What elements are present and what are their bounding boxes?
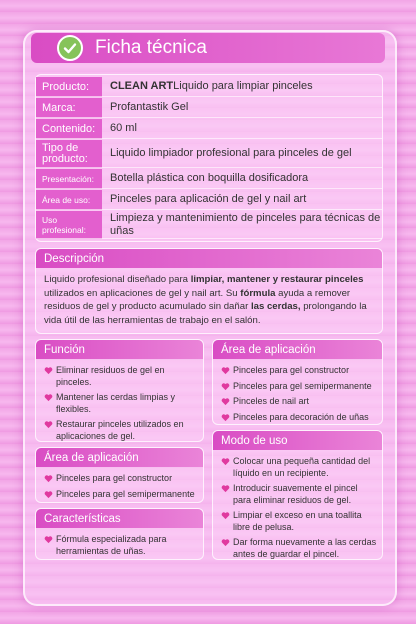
list-item-text: Colocar una pequeña cantidad del líquido en un recipiente.	[233, 456, 371, 478]
label-tipo: Tipo de producto:	[36, 140, 102, 168]
list-item	[219, 396, 378, 408]
value-producto	[102, 77, 382, 97]
heart-icon	[221, 397, 230, 406]
list-item-text: Restaurar pinceles utilizados en aplicaciones de gel.	[56, 419, 184, 441]
desc-bold: limpiar, mantener y restaurar pinceles	[190, 274, 364, 285]
value-contenido: 60 ml	[102, 119, 382, 139]
list-item	[42, 473, 199, 485]
row-tipo	[36, 140, 382, 168]
heart-icon	[221, 484, 230, 493]
heart-icon	[221, 382, 230, 391]
list-item	[42, 392, 199, 415]
list-item	[42, 365, 199, 388]
caracteristicas-panel	[35, 508, 204, 560]
row-marca	[36, 98, 382, 118]
heart-icon	[44, 474, 53, 483]
row-area	[36, 190, 382, 210]
label-producto: Producto:	[36, 77, 102, 97]
value-marca: Profantastik Gel	[102, 98, 382, 118]
area-izq-list	[42, 473, 199, 504]
page-title: Ficha técnica	[95, 37, 207, 58]
row-producto	[36, 77, 382, 97]
list-item	[219, 412, 378, 424]
modo-list	[219, 456, 378, 564]
list-item-text: Introducir suavemente el pincel para eliminar residuos de gel.	[233, 483, 358, 505]
list-item	[42, 534, 199, 557]
desc-part: utilizados en aplicaciones de gel y nail art. Su	[44, 287, 241, 299]
heart-icon	[221, 457, 230, 466]
brand-name: CLEAN ART	[110, 80, 174, 92]
heart-icon	[221, 366, 230, 375]
area-der-title: Área de aplicación	[213, 340, 382, 359]
row-uso	[36, 211, 382, 239]
row-contenido	[36, 119, 382, 139]
heart-icon	[44, 420, 53, 429]
list-item-text: Dar forma nuevamente a las cerdas antes de guardar el pincel.	[233, 537, 377, 559]
caracteristicas-title: Características	[36, 509, 203, 528]
heart-icon	[44, 393, 53, 402]
list-item-text: Pinceles para decoración de uñas	[233, 411, 369, 422]
heart-icon	[221, 413, 230, 422]
desc-part: Liquido profesional diseñado para	[44, 274, 191, 285]
list-item-text: Mantener las cerdas limpias y flexibles.	[56, 392, 176, 414]
modo-panel	[212, 430, 383, 560]
funcion-title: Función	[36, 340, 203, 359]
label-presentacion: Presentación:	[36, 169, 102, 189]
modo-title: Modo de uso	[213, 431, 382, 450]
list-item	[219, 381, 378, 393]
desc-bold: las cerdas,	[250, 301, 301, 312]
heart-icon	[44, 535, 53, 544]
heart-icon	[221, 511, 230, 520]
list-item-text: Fórmula especializada para herramientas de uñas.	[56, 534, 167, 556]
label-marca: Marca:	[36, 98, 102, 118]
list-item-text: Pinceles para gel constructor	[233, 365, 350, 375]
list-item-text: Pinceles para gel semipermanente	[233, 380, 372, 391]
row-presentacion	[36, 169, 382, 189]
area-izq-panel	[35, 447, 204, 503]
label-uso: Uso profesional:	[36, 211, 102, 239]
funcion-panel	[35, 339, 204, 442]
list-item-text: Eliminar residuos de gel en pinceles.	[56, 365, 165, 387]
heart-icon	[44, 366, 53, 375]
area-der-list	[219, 365, 378, 427]
list-item-text: Limpiar el exceso en una toallita libre de pelusa.	[233, 510, 362, 532]
spec-table	[35, 74, 383, 242]
list-item-text: Pinceles de nail art	[233, 396, 310, 406]
value-uso: Limpieza y mantenimiento de pinceles para técnicas de uñas	[102, 211, 382, 239]
heart-icon	[221, 538, 230, 547]
value-presentacion: Botella plástica con boquilla dosificadora	[102, 169, 382, 189]
value-area: Pinceles para aplicación de gel y nail art	[102, 190, 382, 210]
check-icon	[57, 35, 83, 61]
product-name: Liquido para limpiar pinceles	[173, 80, 313, 92]
list-item	[219, 510, 378, 533]
heart-icon	[44, 490, 53, 499]
list-item-text: Pinceles para gel constructor	[56, 473, 173, 483]
header-bar	[31, 33, 385, 63]
area-izq-title: Área de aplicación	[36, 448, 203, 467]
descripcion-panel	[35, 248, 383, 334]
desc-part: prolongando la vida útil de las herramientas de trabajo en el salón.	[44, 301, 367, 326]
list-item	[219, 365, 378, 377]
label-area: Área de uso:	[36, 190, 102, 210]
area-der-panel	[212, 339, 383, 425]
label-contenido: Contenido:	[36, 119, 102, 139]
list-item	[42, 489, 199, 501]
list-item	[219, 537, 378, 560]
list-item	[42, 419, 199, 442]
descripcion-text	[44, 273, 376, 327]
value-tipo: Liquido limpiador profesional para pinceles de gel	[102, 140, 382, 168]
funcion-list	[42, 365, 199, 446]
caracteristicas-list	[42, 534, 199, 561]
desc-bold: fórmula	[240, 287, 276, 299]
list-item-text: Pinceles para gel semipermanente	[56, 488, 195, 499]
desc-part: ayuda a remover residuos de gel y producto acumulado sin dañar	[44, 287, 351, 312]
descripcion-title: Descripción	[36, 249, 382, 268]
list-item	[219, 456, 378, 479]
list-item	[219, 483, 378, 506]
